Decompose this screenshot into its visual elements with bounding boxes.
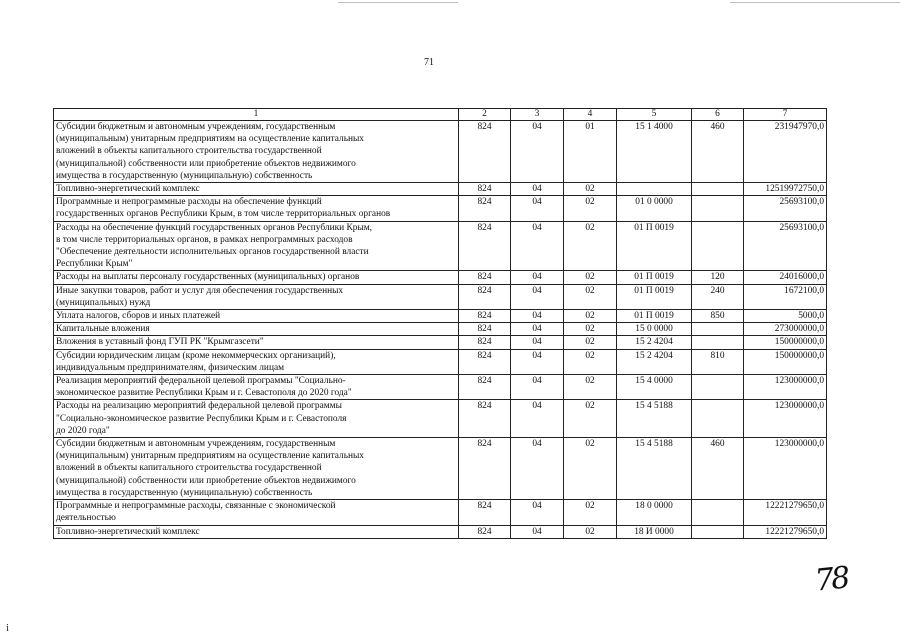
expense-name-cell: [54, 400, 459, 438]
target-item-code-cell: 15 4 5188: [617, 438, 692, 500]
subsection-code-cell: 02: [564, 196, 617, 221]
ministry-code-cell: 824: [459, 196, 511, 221]
amount-cell: 25693100,0: [744, 221, 827, 271]
header-row: [54, 109, 827, 121]
table-row: [54, 196, 827, 221]
expense-name-line: индивидуальным предпринимателям, физическим лицам: [56, 362, 285, 373]
amount-cell: 1672100,0: [744, 284, 827, 309]
table-row: [54, 310, 827, 323]
target-item-code-cell: 18 И 0000: [617, 525, 692, 538]
expense-name-line: "Обеспечение деятельности исполнительных органов государственной власти: [56, 247, 369, 258]
header-cell: 6: [692, 109, 744, 121]
expense-name-line: вложений в объекты капитального строительства государственной: [56, 146, 322, 157]
expense-name-cell: [54, 349, 459, 374]
table-row: [54, 323, 827, 336]
expense-name-line: (муниципальным) унитарным предприятиям на осуществление капитальных: [56, 134, 364, 145]
expense-name-line: (муниципальных) нужд: [56, 297, 151, 308]
top-rule: [730, 2, 900, 3]
expense-type-code-cell: 240: [692, 284, 744, 309]
amount-cell: 150000000,0: [744, 336, 827, 349]
target-item-code-cell: 15 1 4000: [617, 121, 692, 183]
table-row: [54, 121, 827, 183]
section-code-cell: 04: [511, 349, 564, 374]
ministry-code-cell: 824: [459, 400, 511, 438]
expense-name-cell: [54, 525, 459, 538]
expense-name-cell: [54, 271, 459, 284]
subsection-code-cell: 02: [564, 349, 617, 374]
section-code-cell: 04: [511, 221, 564, 271]
expense-name-line: вложений в объекты капитального строительства государственной: [56, 463, 322, 474]
expense-name-line: Уплата налогов, сборов и иных платежей: [56, 311, 221, 322]
table-body: [54, 121, 827, 539]
expense-name-cell: [54, 310, 459, 323]
section-code-cell: 04: [511, 196, 564, 221]
ministry-code-cell: 824: [459, 310, 511, 323]
expense-name-line: Топливно-энергетический комплекс: [56, 526, 200, 537]
section-code-cell: 04: [511, 323, 564, 336]
top-rule: [338, 2, 458, 3]
target-item-code-cell: 01 0 0000: [617, 196, 692, 221]
target-item-code-cell: 01 П 0019: [617, 284, 692, 309]
ministry-code-cell: 824: [459, 271, 511, 284]
target-item-code-cell: 01 П 0019: [617, 221, 692, 271]
target-item-code-cell: 01 П 0019: [617, 271, 692, 284]
expense-name-line: "Социально-экономическое развитие Республики Крым и г. Севастополя: [56, 413, 347, 424]
expense-name-line: (муниципальной) собственности или приобретение объектов недвижимого: [56, 158, 356, 169]
expense-name-line: Реализация мероприятий федеральной целевой программы "Социально-: [56, 376, 346, 387]
expense-type-code-cell: 850: [692, 310, 744, 323]
expense-type-code-cell: [692, 336, 744, 349]
subsection-code-cell: 02: [564, 183, 617, 196]
table-row: [54, 375, 827, 400]
ministry-code-cell: 824: [459, 221, 511, 271]
target-item-code-cell: 18 0 0000: [617, 500, 692, 525]
subsection-code-cell: 02: [564, 438, 617, 500]
subsection-code-cell: 02: [564, 310, 617, 323]
table-row: [54, 438, 827, 500]
section-code-cell: 04: [511, 310, 564, 323]
expense-name-line: имущества в государственную (муниципальную) собственность: [56, 170, 313, 181]
amount-cell: 231947970,0: [744, 121, 827, 183]
amount-cell: 25693100,0: [744, 196, 827, 221]
header-cell: 7: [744, 109, 827, 121]
expense-name-cell: [54, 284, 459, 309]
subsection-code-cell: 02: [564, 271, 617, 284]
expense-name-line: Топливно-энергетический комплекс: [56, 184, 200, 195]
amount-cell: 123000000,0: [744, 400, 827, 438]
section-code-cell: 04: [511, 336, 564, 349]
expense-name-line: (муниципальным) унитарным предприятиям на осуществление капитальных: [56, 451, 364, 462]
expense-type-code-cell: [692, 183, 744, 196]
expense-type-code-cell: [692, 323, 744, 336]
expense-name-cell: [54, 375, 459, 400]
subsection-code-cell: 02: [564, 400, 617, 438]
section-code-cell: 04: [511, 525, 564, 538]
amount-cell: 150000000,0: [744, 349, 827, 374]
ministry-code-cell: 824: [459, 336, 511, 349]
expense-name-line: деятельностью: [56, 513, 116, 524]
ministry-code-cell: 824: [459, 183, 511, 196]
expense-name-cell: [54, 336, 459, 349]
header-cell: 3: [511, 109, 564, 121]
amount-cell: 273000000,0: [744, 323, 827, 336]
expense-name-line: до 2020 года": [56, 425, 110, 436]
table-row: [54, 336, 827, 349]
header-cell: 5: [617, 109, 692, 121]
target-item-code-cell: 15 4 0000: [617, 375, 692, 400]
target-item-code-cell: 15 0 0000: [617, 323, 692, 336]
section-code-cell: 04: [511, 500, 564, 525]
section-code-cell: 04: [511, 400, 564, 438]
expense-name-line: Субсидии бюджетным и автономным учреждениям, государственным: [56, 122, 336, 132]
target-item-code-cell: [617, 183, 692, 196]
subsection-code-cell: 02: [564, 375, 617, 400]
expense-name-cell: [54, 500, 459, 525]
section-code-cell: 04: [511, 183, 564, 196]
expense-name-line: Программные и непрограммные расходы на обеспечение функций: [56, 197, 322, 208]
expense-type-code-cell: [692, 400, 744, 438]
ministry-code-cell: 824: [459, 500, 511, 525]
table-row: [54, 400, 827, 438]
table-row: [54, 221, 827, 271]
table-row: [54, 284, 827, 309]
expense-name-line: имущества в государственную (муниципальную) собственность: [56, 487, 313, 498]
expense-name-line: Субсидии бюджетным и автономным учреждениям, государственным: [56, 439, 336, 450]
expense-type-code-cell: [692, 196, 744, 221]
ministry-code-cell: 824: [459, 349, 511, 374]
expense-type-code-cell: [692, 375, 744, 400]
expense-name-cell: [54, 221, 459, 271]
section-code-cell: 04: [511, 438, 564, 500]
expense-name-line: (муниципальной) собственности или приобретение объектов недвижимого: [56, 475, 356, 486]
amount-cell: 12221279650,0: [744, 525, 827, 538]
table-row: [54, 349, 827, 374]
expense-name-line: Расходы на реализацию мероприятий федеральной целевой программы: [56, 401, 342, 412]
table-row: [54, 500, 827, 525]
expense-name-cell: [54, 121, 459, 183]
expense-name-cell: [54, 196, 459, 221]
expense-type-code-cell: [692, 525, 744, 538]
ministry-code-cell: 824: [459, 323, 511, 336]
expense-name-cell: [54, 323, 459, 336]
page-number: 71: [424, 57, 434, 68]
expense-type-code-cell: [692, 221, 744, 271]
subsection-code-cell: 02: [564, 525, 617, 538]
ministry-code-cell: 824: [459, 375, 511, 400]
expense-type-code-cell: [692, 500, 744, 525]
amount-cell: 123000000,0: [744, 438, 827, 500]
ministry-code-cell: 824: [459, 438, 511, 500]
expense-name-line: Иные закупки товаров, работ и услуг для обеспечения государственных: [56, 285, 344, 296]
target-item-code-cell: 15 2 4204: [617, 349, 692, 374]
subsection-code-cell: 02: [564, 323, 617, 336]
section-code-cell: 04: [511, 284, 564, 309]
expense-name-cell: [54, 183, 459, 196]
amount-cell: 24016000,0: [744, 271, 827, 284]
section-code-cell: 04: [511, 375, 564, 400]
expense-name-line: Капитальные вложения: [56, 324, 150, 335]
expense-name-line: государственных органов Республики Крым, в том числе территориальных органов: [56, 209, 391, 220]
expense-name-cell: [54, 438, 459, 500]
amount-cell: 123000000,0: [744, 375, 827, 400]
expense-name-line: Субсидии юридическим лицам (кроме некоммерческих организаций),: [56, 350, 336, 361]
expense-name-line: экономическое развитие Республики Крым и г. Севастополя до 2020 года": [56, 388, 352, 399]
expense-type-code-cell: 460: [692, 438, 744, 500]
section-code-cell: 04: [511, 271, 564, 284]
expense-type-code-cell: 460: [692, 121, 744, 183]
expense-name-line: в том числе территориальных органов, в рамках непрограммных расходов: [56, 234, 353, 245]
amount-cell: 12221279650,0: [744, 500, 827, 525]
ministry-code-cell: 824: [459, 121, 511, 183]
header-cell: 2: [459, 109, 511, 121]
expense-name-line: Расходы на обеспечение функций государственных органов Республики Крым,: [56, 222, 373, 233]
target-item-code-cell: 15 4 5188: [617, 400, 692, 438]
handwritten-signature: 78: [813, 560, 849, 599]
expense-name-line: Программные и непрограммные расходы, связанные с экономической: [56, 501, 336, 512]
subsection-code-cell: 02: [564, 336, 617, 349]
subsection-code-cell: 02: [564, 500, 617, 525]
expense-type-code-cell: 120: [692, 271, 744, 284]
ministry-code-cell: 824: [459, 284, 511, 309]
subsection-code-cell: 02: [564, 221, 617, 271]
expense-type-code-cell: 810: [692, 349, 744, 374]
header-cell: 4: [564, 109, 617, 121]
budget-table: [53, 108, 827, 539]
table-row: [54, 183, 827, 196]
margin-mark: i: [6, 622, 10, 634]
table-row: [54, 525, 827, 538]
target-item-code-cell: 01 П 0019: [617, 310, 692, 323]
header-cell: 1: [54, 109, 459, 121]
section-code-cell: 04: [511, 121, 564, 183]
expense-name-line: Расходы на выплаты персоналу государственных (муниципальных) органов: [56, 272, 360, 283]
subsection-code-cell: 01: [564, 121, 617, 183]
table-row: [54, 271, 827, 284]
ministry-code-cell: 824: [459, 525, 511, 538]
expense-name-line: Республики Крым": [56, 259, 133, 270]
amount-cell: 5000,0: [744, 310, 827, 323]
subsection-code-cell: 02: [564, 284, 617, 309]
target-item-code-cell: 15 2 4204: [617, 336, 692, 349]
expense-name-line: Вложения в уставный фонд ГУП РК "Крымгазсети": [56, 337, 264, 348]
amount-cell: 12519972750,0: [744, 183, 827, 196]
